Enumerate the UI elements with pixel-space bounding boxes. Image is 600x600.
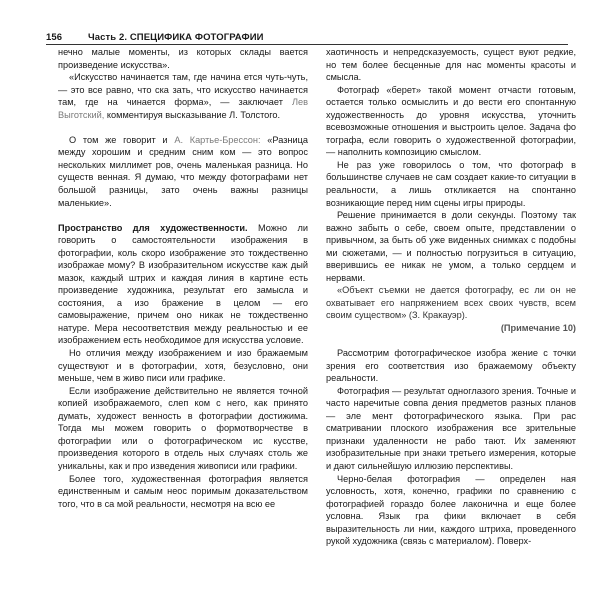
running-title: Часть 2. СПЕЦИФИКА ФОТОГРАФИИ	[88, 32, 264, 43]
quote-author: (З. Кракауэр).	[408, 310, 468, 321]
paragraph: Решение принимается в доли секунды. Поэтому так важно забыть о себе, своем опыте, представлении о привычном, за быть об уже виденных снимках с подобны ми сюжетами, — и полностью погрузиться в ситуацию, вверившись ее никак не умом, а только сердцем и нервами.	[326, 210, 576, 283]
paragraph: Пространство для художественности. Можно ли говорить о самостоятельности изображения в фотографии, коль скоро изображение это тождественно изображае мому? В изобразительном искусстве каж дый мазок, каждый штрих и каждая линия в картине есть произведение художника, результат его замысла и состояния, а изо бражение в целом — его самовыражение, причем оно никак не тождественно натуре. Мера несоответствия между реальностью и ее изображением есть необходимое для искусства условие.	[58, 222, 308, 346]
left-column	[58, 46, 308, 510]
paragraph: нечно малые моменты, из которых склады вается произведение искусства».	[58, 47, 308, 70]
right-column	[326, 46, 576, 548]
footnote-reference: (Примечание 10)	[500, 323, 576, 334]
paragraph: Черно-белая фотография — определен ная условность, хотя, конечно, графики по сравнению с фотографией гораздо более лаконична и еще более условна. Язык гра фики включает в себя выразительность ли нии, каждого штриха, проведенного рукой художника (связь с материалом). Поверх-	[326, 473, 576, 547]
paragraph: О том же говорит и А. Картье-Брессон: «Разница между хорошим и средним сним ком — это вопрос нескольких миллимет ров, очень маленькая разница. Но существ венная. Я думаю, что между фотографами нет большой разницы, зато очень важны разницы маленькие».	[58, 134, 308, 208]
paragraph: «Искусство начинается там, где начина ется чуть-чуть, — это все равно, что ска зать, что искусство начинается там, где на чинается форма», — заключает Лев Выготский, комментируя высказывание Л. Толстого.	[58, 72, 308, 120]
section-title: Пространство для художественности.	[58, 222, 248, 233]
paragraph: Фотография — результат одноглазого зрения. Точные и часто наречитые совпа дения предметов разных планов — эле мент фотографического языка. При рас сматривании плоского изображения все зрительные признаки удаленности не рабо тают. Их заменяют изобразительные при знаки третьего измерения, которые и дают сильнейшую иллюзию перспективы.	[326, 385, 576, 471]
paragraph: хаотичность и непредсказуемость, сущест вуют редкие, но тем более бесценные для нас моменты красоты и смысла.	[326, 47, 576, 83]
paragraph: Фотограф «берет» такой момент отчасти готовым, остается только осмыслить и до вести его спонтанную художественность до уровня искусства, уточнить всевозможные отношения и выстроить целое. Задача фо тографа, если говорить о художественной фотографии, — наполнить композицию смыслом.	[326, 84, 576, 158]
person-name: А. Картье-Брессон:	[174, 134, 261, 145]
page-number: 156	[46, 32, 63, 43]
paragraph: Не раз уже говорилось о том, что фотограф в большинстве случаев не сам создает какие-то ситуации в реальности, а лишь откликается на спонтанно возникающие перед ним сцены игры природы.	[326, 159, 576, 208]
header-rule	[46, 44, 568, 45]
paragraph: Более того, художественная фотография является единственным и самым неос поримым доказательством того, что в са мой реальности, несмотря на всю ее	[58, 473, 308, 509]
person-name: Лев Выготский,	[58, 97, 308, 120]
quote-paragraph: «Объект съемки не дается фотографу, ес ли он не охватывает его напряжением всех своих чувств, всем своим существом» (З. Кракауэр). (Примечание 10)	[326, 285, 576, 334]
paragraph: Если изображение действительно не является точной копией изображаемого, слеп ком с него, как принято думать, художест венность в фотографии достижима. Тогда мы можем говорить о формотворчестве в фотографии или о фотографическом ис кусстве, произведения которого в отдель ных случаях столь же уникальны, как и про изведения живописи или графики.	[58, 385, 308, 471]
paragraph: Рассмотрим фотографическое изобра жение с точки зрения его соответствия изо бражаемому объекту реальности.	[326, 348, 576, 384]
paragraph: Но отличия между изображением и изо бражаемым существуют и в фотографии, хотя, безусловно, они меньше, чем в живо писи или графике.	[58, 348, 308, 384]
